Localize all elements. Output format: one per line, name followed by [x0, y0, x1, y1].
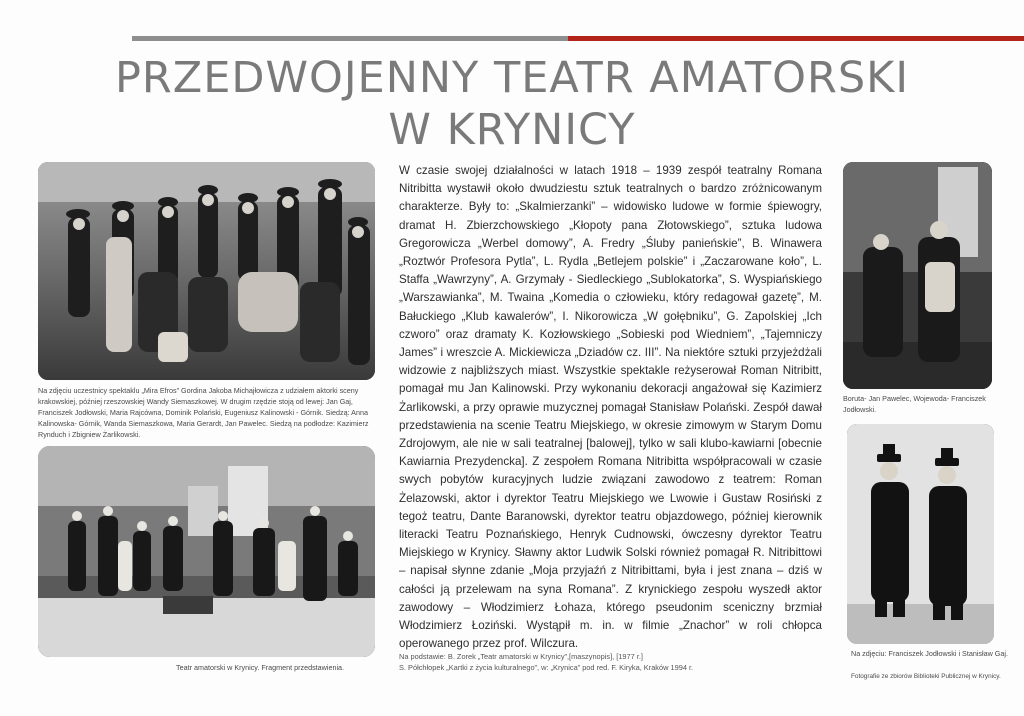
group-portrait-caption: Na zdjęciu uczestnicy spektaklu „Mira Efros” Gordina Jakoba Michajłowicza z udziałem aktorki sceny krakowskiej, później rzeszowskiej Wandy Siemaszkowej. W drugim rzędzie stoją od lewej: Jan Gaj, Franciszek Jodłowski, Maria Rajcówna, Dominik Polański, Eugeniusz Kalinowski - Górnik. Siedzą: Anna Kalinowska- Górnik, Wanda Siemaszkowa, Maria Gerardt, Jan Pawelec. Siedzą na podłodze: Kazimierz Rynduch i Zbigniew Żarlikowski.: [38, 386, 369, 439]
source-2: S. Półchłopek „Kartki z życia kulturalnego”, w: „Krynica” pod red. F. Kiryka, Kraków 1994 r.: [399, 663, 694, 672]
header-rule-red: [568, 36, 1024, 41]
source-1: Na podstawie: B. Zorek „Teatr amatorski w Krynicy”,[maszynopis], [1977 r.]: [399, 652, 643, 661]
page-title-line-1: PRZEDWOJENNY TEATR AMATORSKI: [114, 53, 910, 103]
stage-scene-photo: [38, 446, 375, 657]
sources: [399, 651, 829, 673]
two-actors-photo: [847, 424, 994, 644]
header-rule-gray: [132, 36, 568, 41]
two-actors-caption: Na zdjęciu: Franciszek Jodłowski i Stanisław Gaj.: [851, 649, 1008, 658]
group-portrait-photo: [38, 162, 375, 380]
boruta-wojewoda-photo: [843, 162, 992, 389]
boruta-wojewoda-caption: Boruta- Jan Pawelec, Wojewoda- Franciszek Jodłowski.: [843, 394, 986, 414]
article-body: W czasie swojej działalności w latach 1918 – 1939 zespół teatralny Romana Nitribitta wystawił około dwudziestu sztuk teatralnych o bardzo zróżnicowanym charakterze. Były to: „Skalmierzanki” – widowisko ludowe w formie śpiewogry, dramat H. Zbierzchowskiego „Kłopoty pana Złotowskiego”, sztuka ludowa Gregorowicza „Werbel domowy”, A. Fredry „Śluby panieńskie”, B. Winawera „Roztwór Profesora Pytla”, L. Rydla „Betlejem polskie” i „Zaczarowane koło”, L. Staffa „Wawrzyny”, A. Grzymały - Siedleckiego „Sublokatorka”, S. Wyspiańskiego „Warszawianka”, M. Twaina „Komedia o człowieku, który redagował gazetę”, M. Bałuckiego „Klub kawalerów”, I. Nikorowicza „W gołębniku”, G. Zapolskiej „Ich czworo” oraz dramaty K. Kozłowskiego „Sobieski pod Wiedniem”, „Tajemniczy James” i wreszcie A. Mickiewicza „Dziadów cz. III”. Na niektóre sztuki przyjeżdżali widzowie z najbliższych miast. Wszystkie spektakle reżyserował Roman Nitribitt, pomagał mu Jan Kalinowski. Przy wykonaniu dekoracji angażował się Kazimierz Żarlikowski, a przy oprawie muzycznej pomagał Stanisław Polański. Zespół dawał przedstawienia na scenie Teatru Miejskiego, w okresie zimowym w Starym Domu Zdrojowym, ale nie w sali teatralnej [balowej], tylko w sali klubo-kawiarni [obecnie Kawiarnia Prezydencka]. Z zespołem Romana Nitribitta współpracowali w czasie swych pobytów kuracyjnych ludzie związani zawodowo z teatrem: Roman Żelazowski, aktor i dyrektor Teatru Miejskiego we Lwowie i Gustaw Rosiński z tegoż teatru, Dante Baranowski, dyrektor teatru objazdowego, później kierownik literacki Teatru Poznańskiego, Henryk Cudnowski, ówczesny dyrektor Teatru Miejskiego w Krynicy. Sławny aktor Ludwik Solski również pomagał R. Nitribittowi – napisał słynne zdanie „Moja przyjaźń z Nitribittami, była i jest znana – dziś w całości ją przelewam na syna Romana”. Z krynickiego zespołu wyszedł aktor zawodowy – Włodzimierz Łohaza, którego pseudonim sceniczny brzmiał Włodzimierz Łoziński. Wystąpił m. in. w filmie „Znachor” w roli chłopca operowanego przez prof. Wilczura.: [399, 164, 822, 651]
archive-credit: Fotografie ze zbiorów Biblioteki Publicznej w Krynicy.: [851, 673, 1001, 680]
page-title-line-2: W KRYNICY: [388, 105, 636, 155]
stage-scene-caption: Teatr amatorski w Krynicy. Fragment przedstawienia.: [176, 663, 345, 672]
